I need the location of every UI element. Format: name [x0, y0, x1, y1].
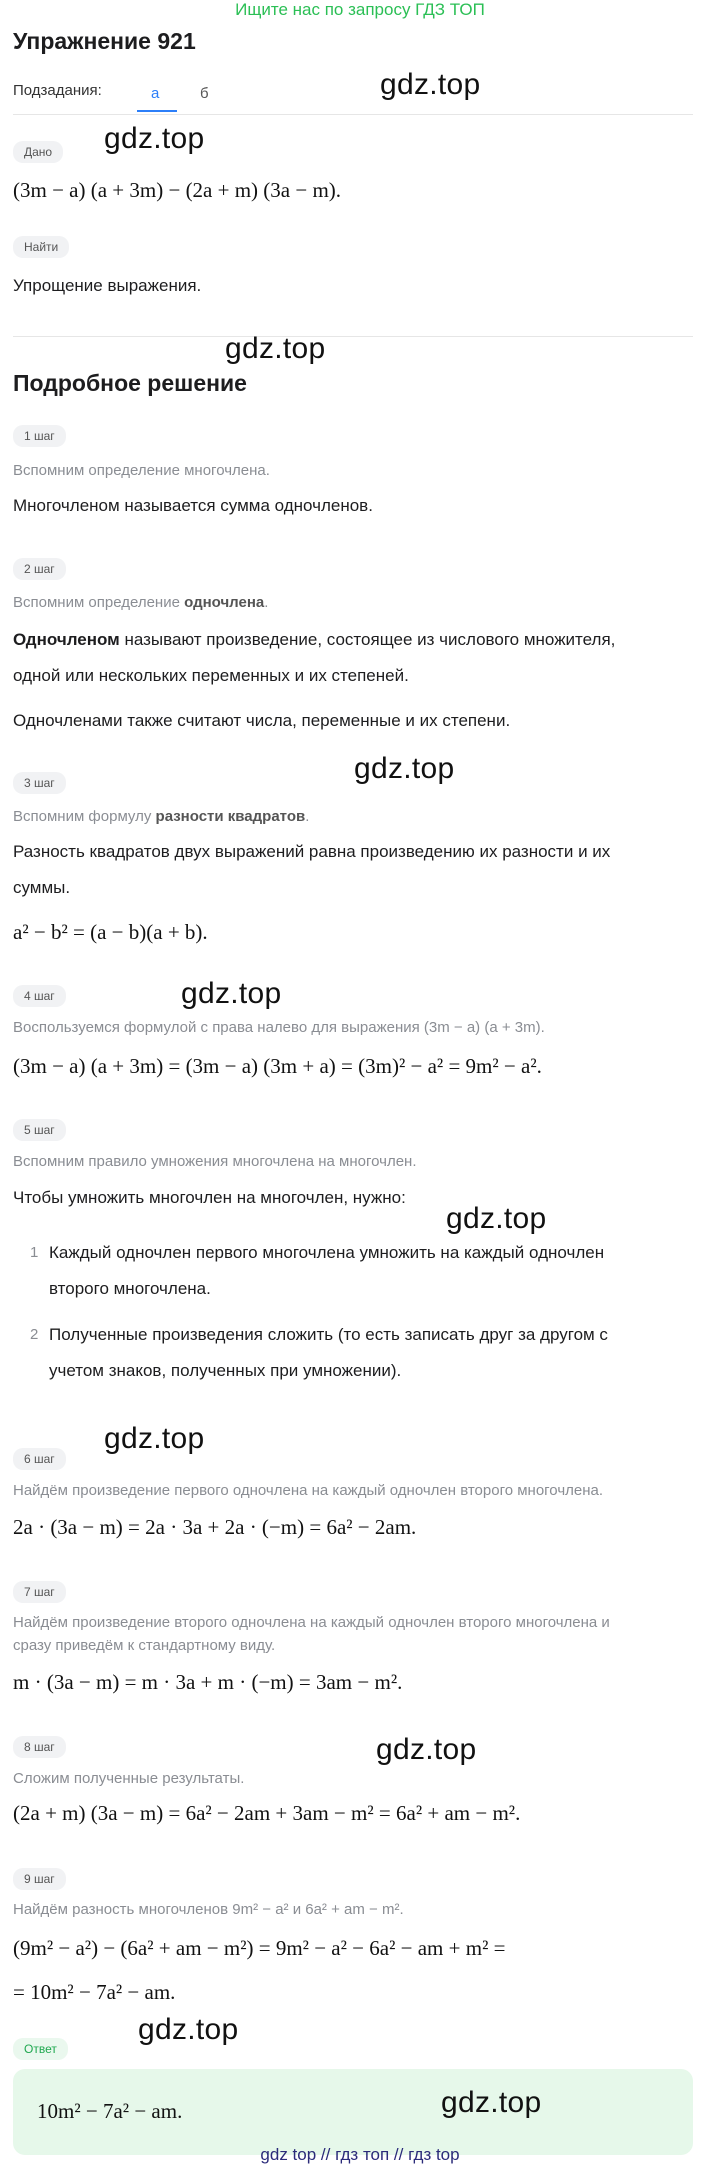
- find-badge: Найти: [13, 236, 69, 258]
- step-text: одной или нескольких переменных и их степеней.: [13, 666, 409, 685]
- given-expression: (3m − a) (a + 3m) − (2a + m) (3a − m).: [13, 178, 342, 202]
- step-hint: Найдём разность многочленов 9m² − a² и 6a² + am − m².: [13, 1901, 404, 1918]
- given-badge: Дано: [13, 141, 63, 163]
- footer-links[interactable]: gdz top // гдз топ // гдз top: [260, 2145, 460, 2164]
- divider: [13, 336, 693, 337]
- step-badge: 2 шаг: [13, 558, 66, 580]
- answer-math: 10m² − 7a² − am.: [37, 2099, 183, 2123]
- watermark: gdz.top: [380, 68, 481, 101]
- step-badge: 5 шаг: [13, 1119, 66, 1141]
- answer-badge: Ответ: [13, 2038, 68, 2060]
- step-text: Одночленами также считают числа, переменные и их степени.: [13, 711, 511, 730]
- step-badge: 7 шаг: [13, 1581, 66, 1603]
- watermark: gdz.top: [376, 1733, 477, 1766]
- list-item: Каждый одночлен первого многочлена умножить на каждый одночлен второго многочлена.: [49, 1243, 605, 1298]
- tab-subtask-b[interactable]: б: [200, 85, 209, 102]
- step-hint: Найдём произведение второго одночлена на каждый одночлен второго многочлена и: [13, 1614, 610, 1631]
- list-number: 2: [30, 1326, 39, 1343]
- step-hint: Воспользуемся формулой с права налево для выражения (3m − a) (a + 3m).: [13, 1019, 545, 1036]
- answer-box: [13, 2069, 693, 2155]
- step-hint: Вспомним формулу разности квадратов.: [13, 808, 310, 825]
- subtasks-label: Подзадания:: [13, 82, 102, 99]
- step-math: a² − b² = (a − b)(a + b).: [13, 920, 208, 944]
- list-number: 1: [30, 1244, 39, 1261]
- step-text: Чтобы умножить многочлен на многочлен, нужно:: [13, 1188, 406, 1207]
- step-badge: 1 шаг: [13, 425, 66, 447]
- watermark: gdz.top: [104, 122, 205, 155]
- step-hint: Найдём произведение первого одночлена на каждый одночлен второго многочлена.: [13, 1482, 604, 1499]
- step-math: m · (3a − m) = m · 3a + m · (−m) = 3am − m².: [13, 1670, 403, 1694]
- watermark: gdz.top: [354, 752, 455, 785]
- watermark: gdz.top: [181, 977, 282, 1010]
- step-hint: сразу приведём к стандартному виду.: [13, 1637, 276, 1654]
- watermark: gdz.top: [104, 1422, 205, 1455]
- step-text: Одночленом называют произведение, состоящее из числового множителя,: [13, 630, 616, 649]
- watermark: gdz.top: [446, 1202, 547, 1235]
- step-text: Многочленом называется сумма одночленов.: [13, 496, 373, 515]
- step-hint: Сложим полученные результаты.: [13, 1770, 245, 1787]
- step-math: (3m − a) (a + 3m) = (3m − a) (3m + a) = (3m)² − a² = 9m² − a².: [13, 1054, 542, 1078]
- step-math: 2a · (3a − m) = 2a · 3a + 2a · (−m) = 6a² − 2am.: [13, 1515, 417, 1539]
- step-hint: Вспомним правило умножения многочлена на многочлен.: [13, 1153, 417, 1170]
- watermark: gdz.top: [225, 332, 326, 365]
- step-math: (9m² − a²) − (6a² + am − m²) = 9m² − a² − 6a² − am + m² =: [13, 1936, 506, 1960]
- step-text: суммы.: [13, 878, 71, 897]
- watermark: gdz.top: [138, 2013, 239, 2046]
- solution-title: Подробное решение: [13, 370, 247, 396]
- list-item: Полученные произведения сложить (то есть записать друг за другом с учетом знаков, полученных при умножении).: [49, 1325, 608, 1380]
- step-badge: 3 шаг: [13, 772, 66, 794]
- step-text: Разность квадратов двух выражений равна произведению их разности и их: [13, 842, 611, 861]
- step-hint: Вспомним определение многочлена.: [13, 462, 270, 479]
- step-badge: 4 шаг: [13, 985, 66, 1007]
- find-text: Упрощение выражения.: [13, 276, 202, 295]
- step-math: = 10m² − 7a² − am.: [13, 1980, 176, 2004]
- step-hint: Вспомним определение одночлена.: [13, 594, 269, 611]
- step-badge: 8 шаг: [13, 1736, 66, 1758]
- step-badge: 9 шаг: [13, 1868, 66, 1890]
- tab-subtask-a[interactable]: а: [151, 85, 160, 102]
- watermark: gdz.top: [441, 2086, 542, 2119]
- search-banner: Ищите нас по запросу ГДЗ ТОП: [235, 0, 485, 19]
- active-tab-indicator: [137, 110, 177, 112]
- step-badge: 6 шаг: [13, 1448, 66, 1470]
- divider: [13, 114, 693, 115]
- step-math: (2a + m) (3a − m) = 6a² − 2am + 3am − m² = 6a² + am − m².: [13, 1801, 521, 1825]
- page-title: Упражнение 921: [13, 28, 196, 54]
